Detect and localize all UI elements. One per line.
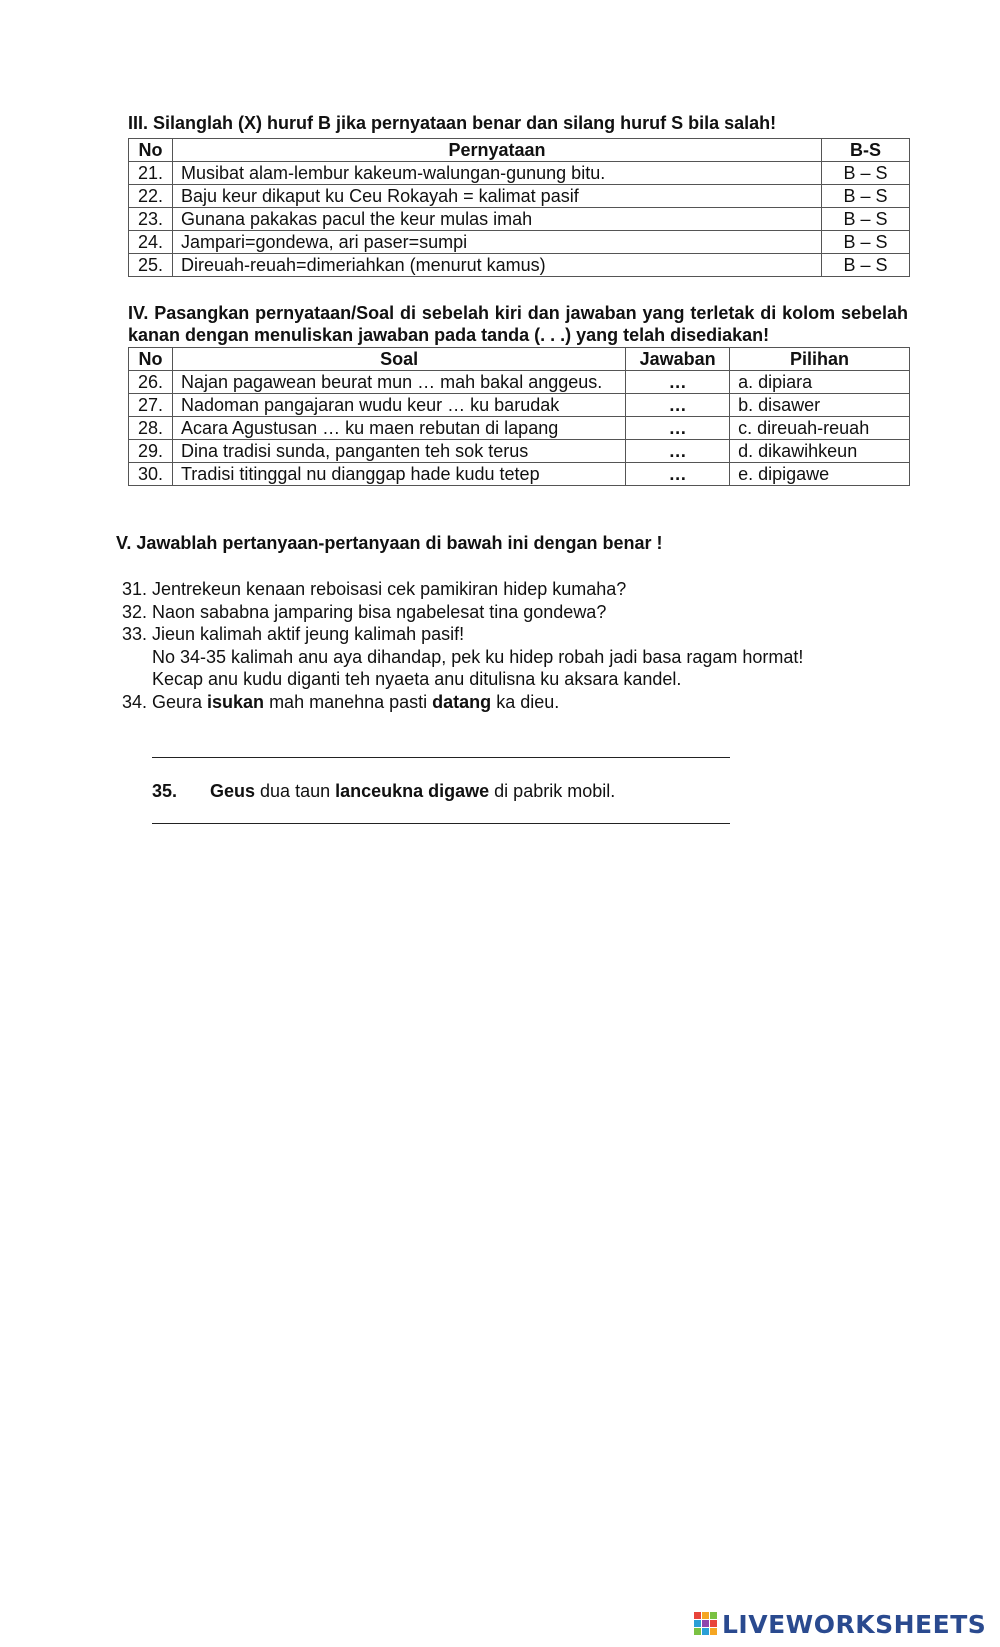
matching-table [128,347,910,486]
section-5-heading: V. Jawablah pertanyaan-pertanyaan di bawah ini dengan benar ! [116,533,663,553]
instruction-note: Kecap anu kudu diganti teh nyaeta anu ditulisna ku aksara kandel. [152,669,682,689]
answer-line-34[interactable] [152,757,730,758]
row-statement: Jampari=gondewa, ari paser=sumpi [172,231,821,254]
table-row [129,254,910,277]
row-number: 29. [129,440,173,463]
table-row [129,394,910,417]
essay-questions [122,578,922,713]
liveworksheets-logo-icon [694,1612,718,1636]
question-34 [122,691,922,714]
row-number: 21. [129,162,173,185]
question-text: Naon sababna jamparing bisa ngabelesat tina gondewa? [152,601,607,622]
header-statement: Pernyataan [172,139,821,162]
table-row [129,417,910,440]
section-4-heading: IV. Pasangkan pernyataan/Soal di sebelah kiri dan jawaban yang terletak di kolom sebelah kanan dengan menuliskan jawaban pada tanda (. . .) yang telah disediakan! [128,303,908,345]
header-no: No [129,348,173,371]
true-false-choice[interactable]: B – S [822,208,910,231]
question-number: 31. [122,579,148,599]
row-number: 24. [129,231,173,254]
question-text [152,691,559,714]
row-number: 26. [129,371,173,394]
table-row [129,231,910,254]
row-option: e. dipigawe [730,463,910,486]
answer-blank[interactable]: … [626,371,730,394]
row-question: Acara Agustusan … ku maen rebutan di lapang [172,417,625,440]
row-statement: Musibat alam-lembur kakeum-walungan-gunung bitu. [172,162,821,185]
question-text: Jieun kalimah aktif jeung kalimah pasif! [152,624,465,644]
header-soal: Soal [172,348,625,371]
question-number: 34. [122,691,148,712]
answer-blank[interactable]: … [626,463,730,486]
header-jawaban: Jawaban [626,348,730,371]
text-segment: ka dieu. [491,691,560,712]
row-statement: Baju keur dikaput ku Ceu Rokayah = kalimat pasif [172,185,821,208]
table-row [129,208,910,231]
question-35 [152,781,615,802]
table-row [129,371,910,394]
row-option: b. disawer [730,394,910,417]
header-no: No [129,139,173,162]
logo-text: LIVEWORKSHEETS [722,1609,987,1639]
table-row [129,440,910,463]
header-bs: B-S [822,139,910,162]
question-32 [122,601,922,624]
row-number: 28. [129,417,173,440]
true-false-choice[interactable]: B – S [822,185,910,208]
table-row [129,463,910,486]
row-question: Nadoman pangajaran wudu keur … ku barudak [172,394,625,417]
answer-line-35[interactable] [152,823,730,824]
row-number: 27. [129,394,173,417]
question-number: 35. [152,781,178,801]
text-segment: di pabrik mobil. [489,781,616,801]
row-number: 23. [129,208,173,231]
liveworksheets-logo [694,1610,986,1638]
row-option: a. dipiara [730,371,910,394]
answer-blank[interactable]: … [626,440,730,463]
row-number: 30. [129,463,173,486]
row-number: 22. [129,185,173,208]
text-segment: Geura [152,691,208,712]
answer-blank[interactable]: … [626,394,730,417]
instruction-note: No 34-35 kalimah anu aya dihandap, pek ku hidep robah jadi basa ragam hormat! [152,646,804,667]
true-false-choice[interactable]: B – S [822,231,910,254]
row-question: Najan pagawean beurat mun … mah bakal anggeus. [172,371,625,394]
table-row [129,185,910,208]
bold-word: isukan [207,691,265,712]
row-number: 25. [129,254,173,277]
question-text: Jentrekeun kenaan reboisasi cek pamikiran hidep kumaha? [152,579,627,599]
question-number: 33. [122,624,148,644]
true-false-choice[interactable]: B – S [822,162,910,185]
bold-word: lanceukna digawe [335,781,490,801]
question-number: 32. [122,601,148,622]
row-option: d. dikawihkeun [730,440,910,463]
question-31 [122,578,922,601]
table-header-row [129,348,910,371]
header-pilihan: Pilihan [730,348,910,371]
row-option: c. direuah-reuah [730,417,910,440]
question-33 [122,623,922,646]
answer-blank[interactable]: … [626,417,730,440]
section-3-heading: III. Silanglah (X) huruf B jika pernyataan benar dan silang huruf S bila salah! [128,113,777,133]
text-segment: mah manehna pasti [264,691,433,712]
bold-word: datang [432,691,492,712]
true-false-table [128,138,910,277]
true-false-choice[interactable]: B – S [822,254,910,277]
row-question: Tradisi titinggal nu dianggap hade kudu tetep [172,463,625,486]
text-segment: dua taun [255,781,336,801]
row-statement: Direuah-reuah=dimeriahkan (menurut kamus) [172,254,821,277]
row-question: Dina tradisi sunda, panganten teh sok terus [172,440,625,463]
table-header-row [129,139,910,162]
bold-word: Geus [210,781,256,801]
table-row [129,162,910,185]
row-statement: Gunana pakakas pacul the keur mulas imah [172,208,821,231]
